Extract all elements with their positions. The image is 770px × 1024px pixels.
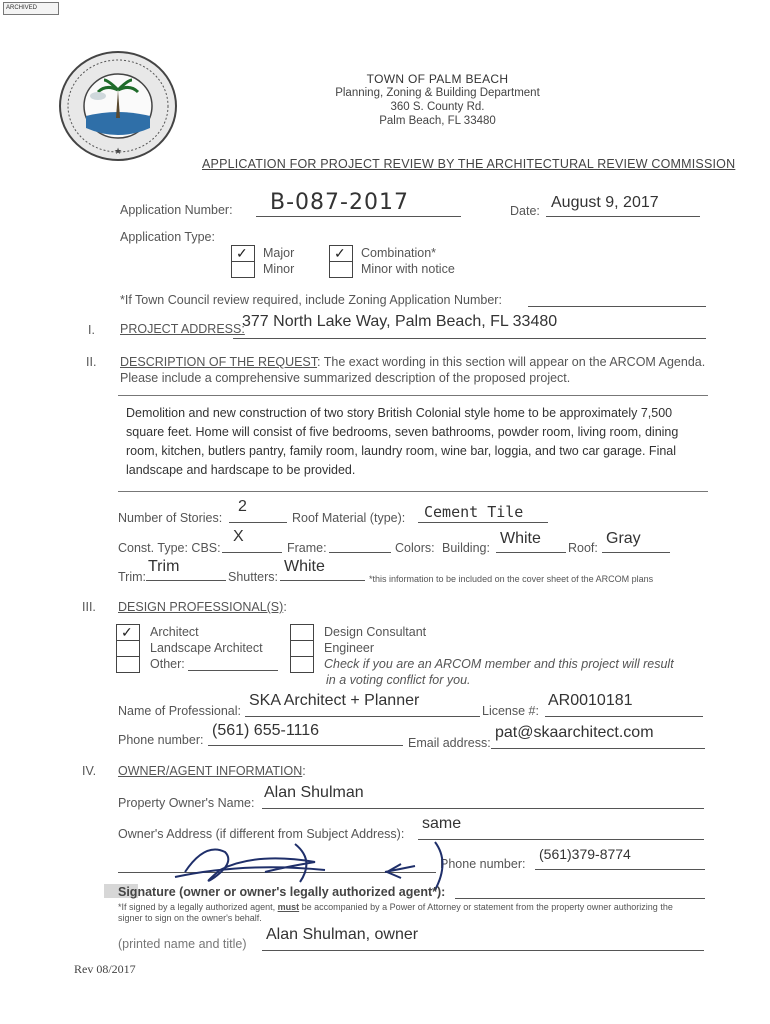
owner-address-label: Owner's Address (if different from Subject Address): xyxy=(118,827,405,841)
printed-name-value: Alan Shulman, owner xyxy=(266,926,419,943)
design-professional-colon: : xyxy=(283,600,287,614)
license-label: License #: xyxy=(482,704,539,718)
design-consultant-label: Design Consultant xyxy=(324,625,427,639)
section-1-number: I. xyxy=(88,323,95,337)
major-checkbox[interactable]: ✓ xyxy=(231,245,255,262)
frame-line[interactable] xyxy=(329,538,391,553)
cbs-value: X xyxy=(233,528,244,545)
description-text[interactable]: Demolition and new construction of two story British Colonial style home to be approximately 7,500 square feet. Home will consist of five bedrooms, seven bathrooms, powder room, living room, dining room, kitchen, butlers pantry, family room, laundry room, wine bar, loggia, and two car garage. Final landscape and hardscape to be provided. xyxy=(126,406,679,477)
professional-phone-label: Phone number: xyxy=(118,733,204,747)
landscape-architect-label: Landscape Architect xyxy=(150,641,263,655)
description-instruction: : The exact wording in this section will appear on the ARCOM Agenda. xyxy=(317,355,706,369)
arcom-conflict-checkbox[interactable] xyxy=(290,656,314,673)
arcom-conflict-text-1: Check if you are an ARCOM member and this project will result xyxy=(324,657,674,671)
council-note: *If Town Council review required, include Zoning Application Number: xyxy=(120,293,502,307)
header-city: Palm Beach, FL 33480 xyxy=(379,115,496,127)
agent-note-must: must xyxy=(277,902,300,912)
design-professional-heading xyxy=(118,600,287,614)
landscape-architect-checkbox[interactable] xyxy=(116,640,140,657)
archived-stamp xyxy=(3,2,59,15)
agent-note-part-2: be accompanied by a Power of Attorney or statement from the property owner authorizing the xyxy=(299,902,673,912)
roof-color-value: Gray xyxy=(606,530,641,547)
trim-value: Trim xyxy=(148,558,180,575)
owner-signature-scribble xyxy=(165,832,475,892)
other-checkbox[interactable] xyxy=(116,656,140,673)
description-label: DESCRIPTION OF THE REQUEST xyxy=(120,355,318,369)
owner-address-value: same xyxy=(422,815,462,832)
roof-material-value: Cement Tile xyxy=(424,503,524,521)
revision-footer: Rev 08/2017 xyxy=(74,962,136,976)
architect-label: Architect xyxy=(150,625,199,639)
application-number-value: B-087-2017 xyxy=(270,190,409,215)
date-label: Date: xyxy=(510,204,540,218)
combination-label: Combination* xyxy=(361,246,437,260)
description-top-rule xyxy=(118,395,708,396)
zoning-number-line[interactable] xyxy=(528,292,706,307)
other-label: Other: xyxy=(150,657,185,671)
minor-checkbox[interactable] xyxy=(231,261,255,278)
form-title-text: APPLICATION FOR PROJECT REVIEW BY THE ARCHITECTURAL REVIEW COMMISSION xyxy=(202,157,736,171)
building-label: Building: xyxy=(442,541,490,555)
trim-label: Trim: xyxy=(118,570,146,584)
shutters-label: Shutters: xyxy=(228,570,279,584)
description-heading xyxy=(120,355,720,369)
professional-name-label: Name of Professional: xyxy=(118,704,241,718)
cbs-line[interactable] xyxy=(222,538,282,553)
owner-name-value: Alan Shulman xyxy=(264,784,364,801)
owner-heading xyxy=(118,764,306,778)
arcom-conflict-text-2: in a voting conflict for you. xyxy=(326,673,471,687)
owner-colon: : xyxy=(302,764,306,778)
design-professional-title: DESIGN PROFESSIONAL(S) xyxy=(118,600,284,614)
printed-name-label: (printed name and title) xyxy=(118,937,247,951)
section-4-number: IV. xyxy=(82,764,97,778)
roof-label: Roof: xyxy=(568,541,598,555)
header-street: 360 S. County Rd. xyxy=(390,101,485,113)
town-seal xyxy=(58,50,178,162)
minor-label: Minor xyxy=(263,262,295,276)
stories-value: 2 xyxy=(238,498,247,515)
email-value: pat@skaarchitect.com xyxy=(495,724,654,741)
engineer-label: Engineer xyxy=(324,641,375,655)
building-value: White xyxy=(500,530,541,547)
project-address-value: 377 North Lake Way, Palm Beach, FL 33480 xyxy=(242,313,558,330)
date-value: August 9, 2017 xyxy=(551,194,659,211)
design-consultant-checkbox[interactable] xyxy=(290,624,314,641)
owner-phone-value: (561)379-8774 xyxy=(539,846,631,862)
project-address-label: PROJECT ADDRESS: xyxy=(120,322,245,336)
section-2-number: II. xyxy=(86,355,97,369)
professional-phone-value: (561) 655-1116 xyxy=(212,722,320,739)
section-3-number: III. xyxy=(82,600,96,614)
application-type-label: Application Type: xyxy=(120,230,215,244)
archived-stamp-text: ARCHIVED xyxy=(6,5,38,11)
roof-material-label: Roof Material (type): xyxy=(292,511,406,525)
other-line[interactable] xyxy=(188,656,278,671)
description-instruction-2: Please include a comprehensive summarized description of the proposed project. xyxy=(120,371,571,385)
minor-notice-checkbox[interactable] xyxy=(329,261,353,278)
const-type-label: Const. Type: CBS: xyxy=(118,541,221,555)
architect-checkbox[interactable]: ✓ xyxy=(116,624,140,641)
agent-note-part-1: *If signed by a legally authorized agent, xyxy=(118,902,278,912)
major-label: Major xyxy=(263,246,295,260)
cover-sheet-note: *this information to be included on the cover sheet of the ARCOM plans xyxy=(369,574,654,584)
header-block xyxy=(300,72,575,128)
description-bottom-rule xyxy=(118,491,708,492)
form-title xyxy=(202,157,735,171)
email-label: Email address: xyxy=(408,736,491,750)
colors-label: Colors: xyxy=(395,541,435,555)
agent-note-part-3: signer to sign on the owner's behalf. xyxy=(118,913,262,923)
header-town: TOWN OF PALM BEACH xyxy=(366,72,509,86)
signature-line[interactable] xyxy=(455,884,705,899)
shutters-value: White xyxy=(284,558,325,575)
owner-title: OWNER/AGENT INFORMATION xyxy=(118,764,303,778)
combination-checkbox[interactable]: ✓ xyxy=(329,245,353,262)
frame-label: Frame: xyxy=(287,541,327,555)
minor-notice-label: Minor with notice xyxy=(361,262,455,276)
agent-note xyxy=(118,902,708,924)
header-department: Planning, Zoning & Building Department xyxy=(335,87,540,99)
stories-label: Number of Stories: xyxy=(118,511,223,525)
owner-phone-label: Phone number: xyxy=(440,857,526,871)
professional-name-value: SKA Architect + Planner xyxy=(249,692,420,709)
signature-label: Signature (owner or owner's legally authorized agent*): xyxy=(118,885,446,899)
license-value: AR0010181 xyxy=(548,692,633,709)
engineer-checkbox[interactable] xyxy=(290,640,314,657)
svg-text:★: ★ xyxy=(113,147,123,157)
owner-name-label: Property Owner's Name: xyxy=(118,796,255,810)
application-number-label: Application Number: xyxy=(120,203,233,217)
